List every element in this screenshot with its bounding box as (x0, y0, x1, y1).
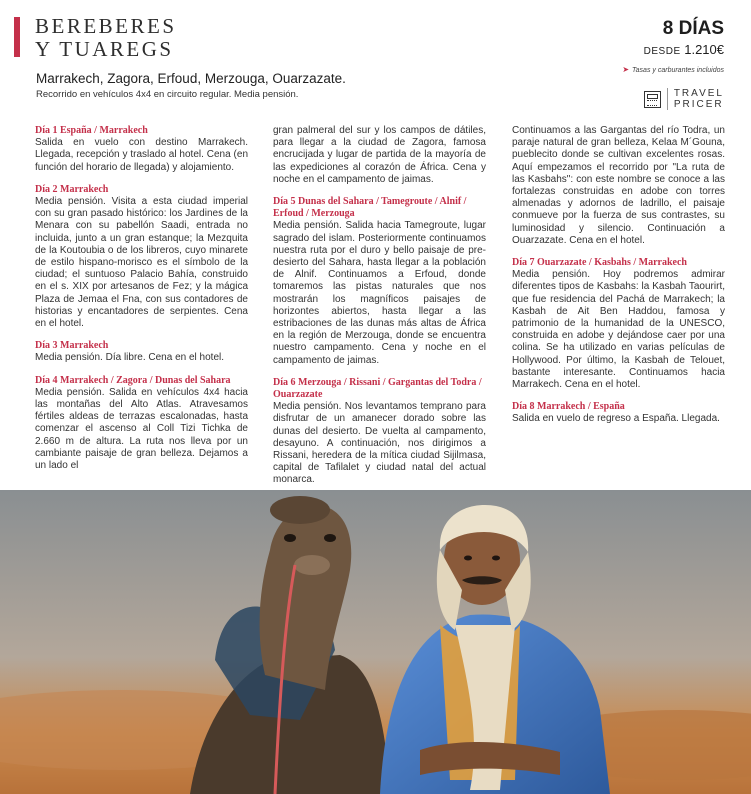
trip-duration: 8 DÍAS (662, 18, 724, 39)
day-entry (35, 125, 248, 174)
day-heading: Día 1 España / Marrakech (35, 125, 148, 136)
brand-line-1: TRAVEL (673, 88, 724, 99)
day-entry (35, 340, 248, 364)
day-text: Media pensión. Visita a esta ciudad imperial con su gran pasado histórico: los Jardines de la Menara con su pabellón Saadi, entrada no incluida, junto a un gran estanque; la Mezquita de la Koutoubia o de los libreros, cuyo minarete de estilo hispano-morisco es el símbolo de la ciudad; el suntuoso Palacio Bahía, construido en el s. XIX por artesanos de Fez; y la mágica Plaza de Jemaa el Fna, con sus contadores de historias y encantadores de serpientes. Cena en el hotel. (35, 196, 248, 330)
day-entry (512, 257, 725, 391)
title-accent-bar (14, 17, 20, 57)
day-heading: Día 6 Merzouga / Rissani / Gargantas del Todra / Ouarzazate (273, 376, 482, 401)
itinerary-column-3 (512, 125, 725, 436)
day-entry (512, 401, 725, 425)
brand-text (674, 88, 724, 110)
day-entry (35, 184, 248, 330)
day-entry (35, 375, 248, 473)
price-prefix: DESDE (643, 46, 681, 57)
day-heading: Día 2 Marrakech (35, 183, 109, 195)
itinerary-column-2 (273, 125, 486, 497)
day-entry (273, 196, 486, 367)
day-heading: Día 3 Marrakech (35, 340, 109, 352)
logo-divider (667, 88, 668, 110)
desert-photo (0, 490, 751, 794)
taxes-note (622, 65, 724, 74)
price-block (644, 42, 724, 57)
page-title (35, 15, 177, 61)
title-line-1: BEREBERES (35, 14, 177, 38)
day-entry (273, 377, 486, 487)
day-text: Media pensión. Hoy podremos admirar diferentes tipos de Kasbahs: la Kasbah Taourirt, que fue residencia del Pachá de Marrakech; la Kasbah de Ait Ben Haddou, famosa y patrimonio de la humanidad de la UNESCO, construida en adobe y dejándose caer por una colina. Se ha utilizado en varias películas de Hollywood. Por último, la Kasbah de Telouet, bastante interesante. Continuamos hacia Marrakech. Cena en el hotel. (512, 269, 725, 391)
day-entry (273, 125, 486, 186)
travel-pricer-logo (644, 88, 724, 110)
day-text: Media pensión. Salida en vehículos 4x4 hacia las montañas del Alto Atlas. Atravesamos fértiles aldeas de terrazas escalonadas, hasta comenzar el ascenso al Coll Tizi Tichka de 2.660 m de altura. La ruta nos lleva por un cambiante paisaje de gran belleza. Dejamos a un lado el (35, 386, 248, 472)
tour-description: Recorrido en vehículos 4x4 en circuito regular. Media pensión. (36, 89, 299, 100)
camel-and-man-illustration (0, 490, 751, 794)
price-value: 1.210€ (684, 42, 724, 57)
chevron-right-icon: ➤ (622, 65, 630, 74)
day-text: Media pensión. Día libre. Cena en el hotel. (35, 352, 225, 364)
day-heading: Día 4 Marrakech / Zagora / Dunas del Sahara (35, 374, 231, 386)
day-text: Media pensión. Nos levantamos temprano para disfrutar de un amanecer dorado sobre las dunas del desierto. De vuelta al campamento, desayuno. A continuación, nos dirigimos a Rissani, heredera de la mítica ciudad Sijilmasa, capital de Tafilalet y ciudad natal del actual monarca. (273, 401, 486, 486)
calculator-icon (644, 91, 661, 108)
route-subtitle: Marrakech, Zagora, Erfoud, Merzouga, Ouarzazate. (36, 71, 346, 86)
day-heading: Día 5 Dunas del Sahara / Tamegroute / Alnif / Erfoud / Merzouga (273, 196, 467, 220)
taxes-note-text: Tasas y carburantes incluidos (632, 67, 724, 74)
day-text: Salida en vuelo de regreso a España. Llegada. (512, 413, 720, 425)
day-entry (512, 125, 725, 247)
brand-line-2: PRICER (673, 99, 724, 110)
day-text: Continuamos a las Gargantas del río Todra, un paraje natural de gran belleza, Kelaa M´Gouna, pueblecito donde se cultivan excelentes rosas. Aquí empezamos el recorrido por "La ruta de las Kasbahs": con este nombre se conoce a las fortalezas construidas en adobe con torres almenadas y adornos de ladrillo, el paisaje conmueve por la fuerza de sus contrastes, su luminosidad y silencio. Continuación a Ouarzazate. Cena en el hotel. (512, 125, 725, 246)
day-text: Media pensión. Salida hacia Tamegroute, lugar sagrado del islam. Posteriormente continuamos nuestra ruta por el duro y bello paisaje de pre-desierto del Sahara, hasta llegar a la población de Alnif. Continuamos a Erfoud, donde tomaremos las pistas naturales que nos mostrarán los magníficos paisajes de horizontes abiertos, hasta llegar a las estribaciones de las dunas más altas de África en la región de Merzouga, donde se encuentra nuestro campamento. Cena y noche en el campamento de jaimas. (273, 220, 486, 366)
day-text: gran palmeral del sur y los campos de dátiles, para llegar a la ciudad de Zagora, famosa encrucijada y lugar de partida de la mayoría de las expediciones al corazón de África. Cena y noche en el campamento de jaimas. (273, 125, 486, 185)
day-text: Salida en vuelo con destino Marrakech. Llegada, recepción y traslado al hotel. Cena (en función del horario de llegada) y alojamiento. (35, 137, 248, 173)
itinerary-column-1 (35, 125, 248, 482)
day-heading: Día 7 Ouarzazate / Kasbahs / Marrakech (512, 257, 687, 269)
title-line-2: Y TUAREGS (35, 37, 174, 61)
day-heading: Día 8 Marrakech / España (512, 401, 625, 413)
